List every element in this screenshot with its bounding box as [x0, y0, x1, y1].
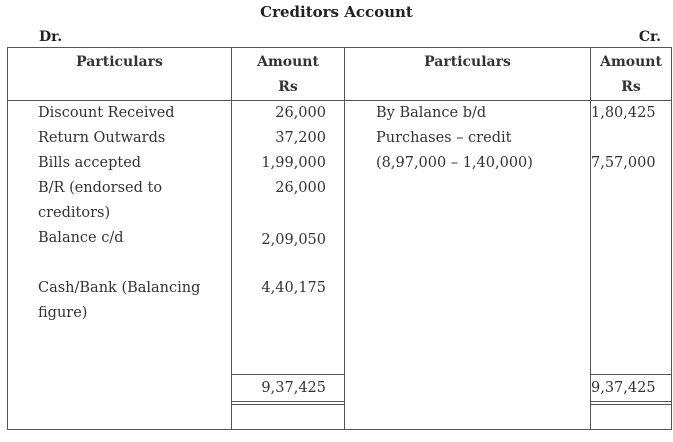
debit-row-particulars: Discount Received [38, 105, 175, 121]
debit-side-label: Dr. [39, 29, 63, 45]
credit-row-amount: 1,80,425 [591, 105, 656, 121]
debit-row-amount: 26,000 [275, 105, 326, 121]
col-divider-center [344, 48, 345, 429]
debit-row-amount: 4,40,175 [261, 280, 326, 296]
debit-row-particulars: Balance c/d [38, 230, 124, 246]
debit-row-particulars: Cash/Bank (Balancing figure) [38, 280, 201, 321]
credit-row-particulars: Purchases – credit [376, 130, 512, 146]
credit-row-particulars: (8,97,000 – 1,40,000) [376, 155, 533, 171]
credit-side-label: Cr. [638, 29, 661, 45]
left-total-top-rule [231, 374, 345, 375]
header-left-particulars: Particulars [76, 54, 163, 70]
debit-row-amount: 37,200 [275, 130, 326, 146]
header-right-particulars: Particulars [424, 54, 511, 70]
debit-total: 9,37,425 [261, 380, 326, 396]
credit-row-particulars: By Balance b/d [376, 105, 487, 121]
left-total-double-rule [231, 404, 345, 405]
credit-total: 9,37,425 [591, 380, 656, 396]
debit-row-amount: 26,000 [275, 180, 326, 196]
debit-row-particulars: Return Outwards [38, 130, 166, 146]
header-right-unit: Rs [621, 79, 641, 95]
left-total-bottom-rule [231, 401, 345, 402]
header-right-amount: Amount [600, 54, 662, 70]
header-left-unit: Rs [278, 79, 298, 95]
debit-row-particulars: B/R (endorsed to creditors) [38, 180, 163, 221]
right-total-bottom-rule [590, 401, 671, 402]
debit-row-amount: 2,09,050 [261, 232, 326, 248]
credit-row-amount: 7,57,000 [591, 155, 656, 171]
right-total-double-rule [590, 404, 671, 405]
account-title: Creditors Account [260, 3, 413, 21]
right-total-top-rule [590, 374, 671, 375]
header-left-amount: Amount [257, 54, 319, 70]
debit-row-amount: 1,99,000 [261, 155, 326, 171]
ledger-table [7, 47, 672, 430]
debit-row-particulars: Bills accepted [38, 155, 142, 171]
